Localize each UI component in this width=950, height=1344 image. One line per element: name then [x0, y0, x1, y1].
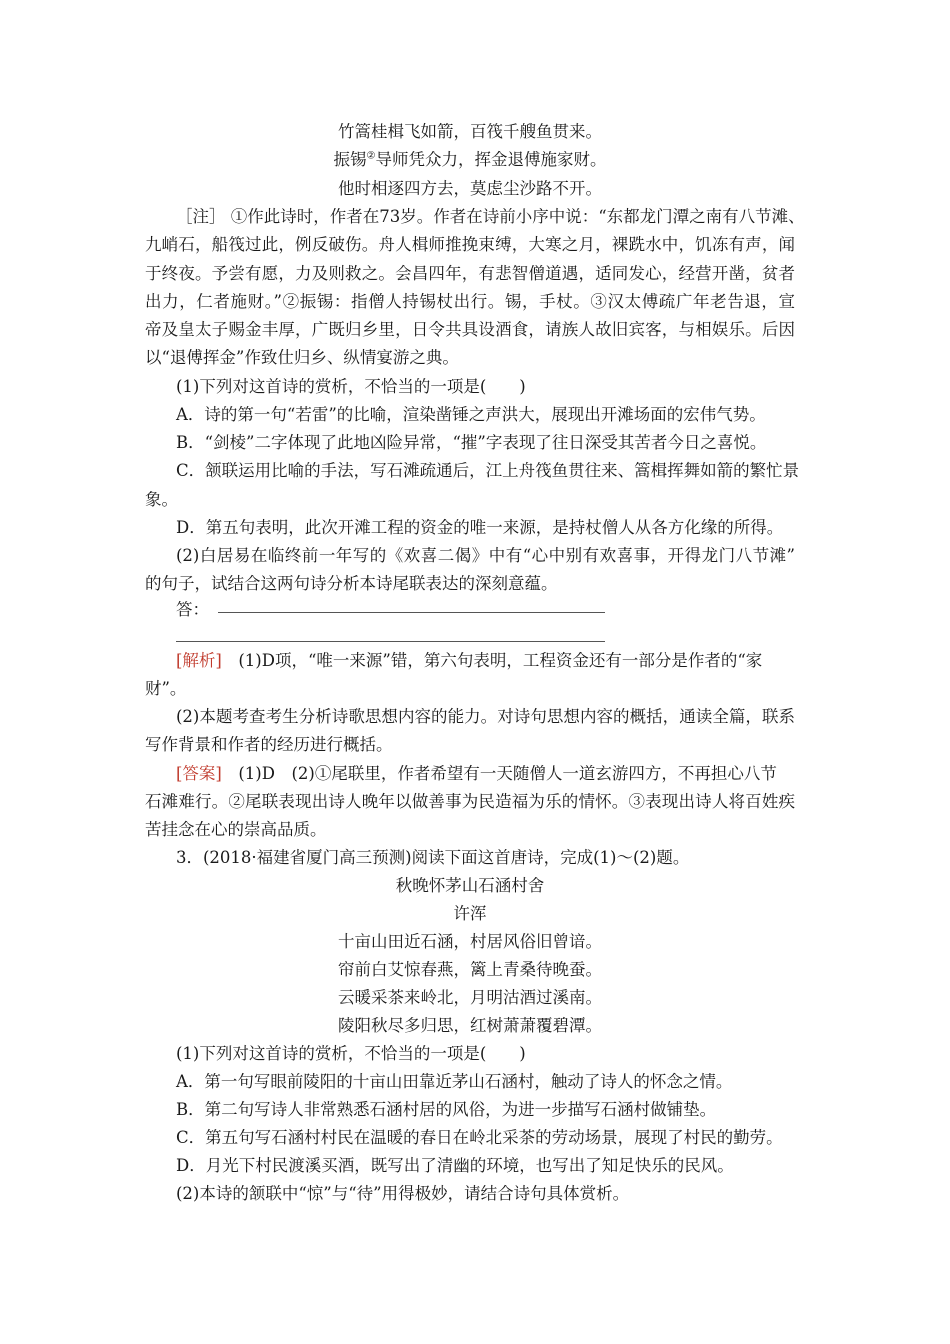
poem-line: 帘前白艾惊春燕，篱上青桑待晚蚕。	[338, 960, 602, 979]
note-line: 于终夜。予尝有愿，力及则救之。会昌四年，有悲智僧道遇，适同发心，经营开凿，贫者	[145, 264, 795, 283]
analysis-text: (1)D项，“唯一来源”错，第六句表明，工程资金还有一部分是作者的“家	[221, 651, 763, 670]
footnote-marker: ②	[366, 150, 376, 162]
poem-line: 陵阳秋尽多归思，红树萧萧覆碧潭。	[338, 1016, 602, 1035]
analysis-line-1	[176, 647, 826, 675]
option-a: A．第一句写眼前陵阳的十亩山田靠近茅山石涵村，触动了诗人的怀念之情。	[176, 1072, 733, 1091]
poem-line-5	[145, 146, 795, 174]
answer-line-1	[176, 760, 826, 788]
note-line: 九峭石，船筏过此，例反破伤。舟人楫师推挽束缚，大寒之月，裸跣水中，饥冻有声，闻	[145, 235, 795, 254]
answer-label: 答：	[176, 600, 209, 619]
answer-line	[176, 641, 605, 642]
option-c: C．颔联运用比喻的手法，写石滩疏通后，江上舟筏鱼贯往来、篙楫挥舞如箭的繁忙景	[176, 461, 800, 480]
analysis-line: 财”。	[145, 679, 187, 698]
poem-line: 十亩山田近石涵，村居风俗旧曾谙。	[338, 932, 602, 951]
option-b: B．第二句写诗人非常熟悉石涵村居的风俗，为进一步描写石涵村做铺垫。	[176, 1100, 717, 1119]
question-sub-1: (1)下列对这首诗的赏析，不恰当的一项是( )	[176, 1044, 526, 1063]
question-sub-2: (2)白居易在临终前一年写的《欢喜二偈》中有“心中别有欢喜事，开得龙门八节滩”	[176, 546, 795, 565]
option-d: D．第五句表明，此次开滩工程的资金的唯一来源，是持杖僧人从各方化缘的所得。	[176, 518, 784, 537]
answer-text: (1)D (2)①尾联里，作者希望有一天随僧人一道玄游四方，不再担心八节	[221, 764, 777, 783]
question-sub-1: (1)下列对这首诗的赏析，不恰当的一项是( )	[176, 377, 526, 396]
note-line: 出力，仁者施财。”②振锡：指僧人持锡杖出行。锡，手杖。③汉太傅疏广年老告退，宣	[145, 292, 795, 311]
answer-line	[218, 612, 605, 613]
poem-line: 云暖采茶来岭北，月明沽酒过溪南。	[338, 988, 602, 1007]
option-c: C．第五句写石涵村村民在温暖的春日在岭北采茶的劳动场景，展现了村民的勤劳。	[176, 1128, 783, 1147]
poem-line-5-b: 导师凭众力，挥金退傅施家财。	[375, 150, 607, 169]
poem-line-5-a: 振锡	[333, 150, 367, 169]
option-a: A．诗的第一句“若雷”的比喻，渲染凿锤之声洪大，展现出开滩场面的宏伟气势。	[176, 405, 766, 424]
analysis-line: 写作背景和作者的经历进行概括。	[145, 735, 393, 754]
note-line: ［注］ ①作此诗时，作者在73岁。作者在诗前小序中说：“东都龙门潭之南有八节滩、	[176, 207, 805, 226]
answer-line: 石滩难行。②尾联表现出诗人晚年以做善事为民造福为乐的情怀。③表现出诗人将百姓疾	[145, 792, 795, 811]
option-b: B．“剑棱”二字体现了此地凶险异常，“摧”字表现了往日深受其苦者今日之喜悦。	[176, 433, 767, 452]
note-line: 帝及皇太子赐金丰厚，广既归乡里，日令共具设酒食，请族人故旧宾客，与相娱乐。后因	[145, 320, 795, 339]
poem-line-4: 竹篙桂楫飞如箭，百筏千艘鱼贯来。	[338, 122, 602, 141]
note-line: 以“退傅挥金”作致仕归乡、纵情宴游之典。	[145, 348, 459, 367]
answer-line: 苦挂念在心的崇高品质。	[145, 820, 327, 839]
question-sub-2-cont: 的句子，试结合这两句诗分析本诗尾联表达的深刻意蕴。	[145, 574, 558, 593]
analysis-line: (2)本题考查考生分析诗歌思想内容的能力。对诗句思想内容的概括，通读全篇，联系	[176, 707, 795, 726]
poem-title: 秋晚怀茅山石涵村舍	[395, 876, 545, 895]
poem-author: 许浑	[453, 904, 487, 923]
question-3-intro: 3．(2018·福建省厦门高三预测)阅读下面这首唐诗，完成(1)～(2)题。	[176, 848, 690, 867]
analysis-tag: [解析]	[176, 651, 222, 670]
option-d: D．月光下村民渡溪买酒，既写出了清幽的环境，也写出了知足快乐的民风。	[176, 1156, 734, 1175]
question-sub-2: (2)本诗的颔联中“惊”与“待”用得极妙，请结合诗句具体赏析。	[176, 1184, 630, 1203]
poem-line-6: 他时相逐四方去，莫虑尘沙路不开。	[338, 179, 602, 198]
answer-tag: [答案]	[176, 764, 222, 783]
option-c-cont: 象。	[145, 490, 178, 509]
